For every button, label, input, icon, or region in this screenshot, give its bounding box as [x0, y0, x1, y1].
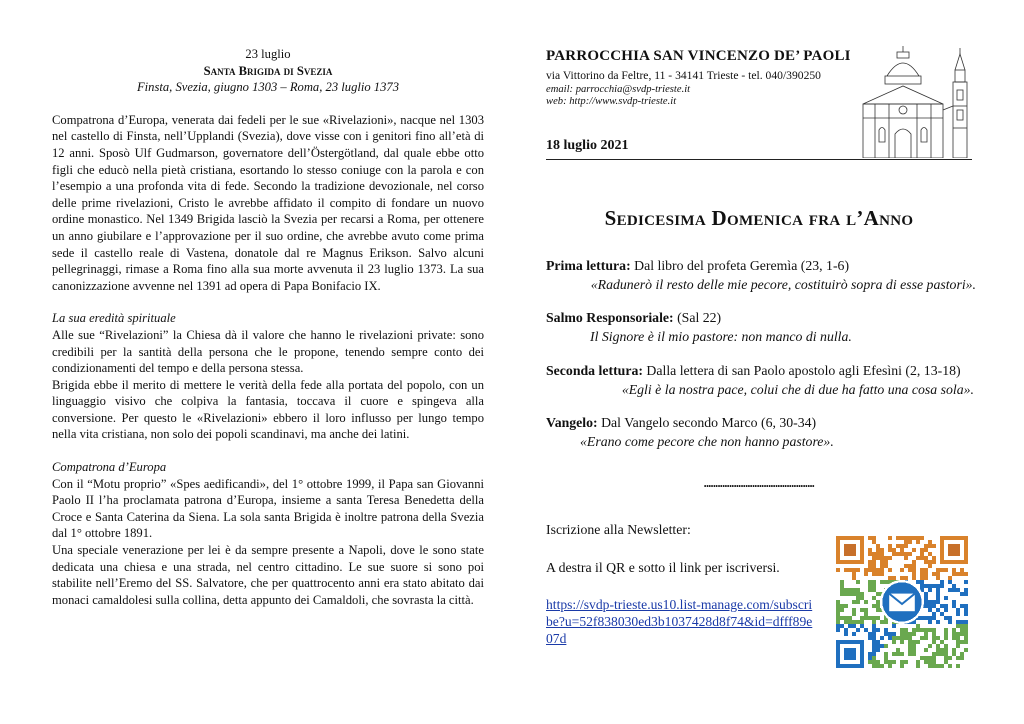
reading-quote: «Egli è la nostra pace, colui che di due ha fatto una cosa sola».: [621, 382, 974, 397]
reading-quote: «Radunerò il resto delle mie pecore, costituirò sopra di esse pastori».: [590, 277, 976, 292]
reading-second: [546, 361, 976, 399]
legacy-heading: La sua eredità spirituale: [52, 311, 176, 326]
feast-date: 23 luglio: [245, 47, 291, 61]
qr-code-icon[interactable]: [836, 536, 968, 668]
reading-quote: Il Signore è il mio pastore: non manco di nulla.: [590, 329, 852, 344]
reading-first: [546, 256, 976, 294]
legacy-paragraph-1: Alle sue “Rivelazioni” la Chiesa dà il valore che hanno le rivelazioni private: sono credibili per la santità della persona che le propone, tenendo sempre conto dei condizionamenti del tempo e della persona stessa.: [52, 327, 484, 376]
church-illustration-icon: [857, 46, 975, 158]
patron-paragraph-2: Una speciale venerazione per lei è da sempre presente a Napoli, dove le sono state dedicata una chiesa e una strada, nel centro cittadino. Le sue suore si sono poi stabilite nell’Eremo del SS. Salvatore, che per quattrocento anni era stato abitato dai monaci camaldolesi sulla collina, detta appunto dei Camaldoli, che sovrasta la città.: [52, 543, 484, 607]
patron-paragraph-1: Con il “Motu proprio” «Spes aedificandi», del 1° ottobre 1999, il Papa san Giovanni Paolo II l’ha proclamata patrona d’Europa, insieme a santa Teresa Benedetta della Croce e Santa Caterina da Siena. La sola santa Brigida è inoltre patrona della Svezia dal 1° ottobre 1891.: [52, 476, 484, 541]
newsletter-instruction: A destra il QR e sotto il link per iscriversi.: [546, 560, 780, 575]
reading-psalm: [546, 308, 976, 346]
reading-source: (Sal 22): [673, 310, 722, 325]
bio-paragraph: Compatrona d’Europa, venerata dai fedeli per le sue «Rivelazioni», nacque nel 1303 nel castello di Finsta, nell’Upplandi (Svezia), dove visse con i genitori fino all’età di 12 anni. Sposò Ulf Gudmarson, governatore dell’Östergötland, dal quale ebbe otto figli che educò nella pietà cristiana, esortando lo stesso coniuge con la parola e con l’esempio a una profonda vita di fede. Secondo la tradizione devozionale, nel corso delle prime rivelazioni, Cristo le avrebbe affidato il compito di fondare un nuovo ordine monastico. Nel 1349 Brigida lasciò la Svezia per recarsi a Roma, per ottenere un anno giubilare e l’approvazione per il suo ordine, che avrebbe avuto come prima sede il castello reale di Vastena, donatole dal re Magnus Erikson. Salvo alcuni pellegrinaggi, rimase a Roma fino alla sua morte avvenuta il 23 luglio 1373. La sua canonizzazione avvenne nel 1391 ad opera di Papa Bonifacio IX.: [52, 112, 484, 293]
saint-subtitle: Finsta, Svezia, giugno 1303 – Roma, 23 luglio 1373: [136, 80, 399, 95]
envelope-icon: [881, 581, 923, 623]
parish-address: via Vittorino da Feltre, 11 - 34141 Trieste - tel. 040/390250: [546, 69, 821, 82]
parish-name: PARROCCHIA SAN VINCENZO DE’ PAOLI: [546, 48, 851, 64]
reading-quote: «Erano come pecore che non hanno pastore».: [580, 434, 834, 449]
ornament-divider: ••••••••••••••••••••••••••••••••••••••••••••••••: [703, 482, 815, 491]
liturgy-title: Sedicesima Domenica fra l’Anno: [604, 206, 914, 230]
saint-name: Santa Brigida di Svezia: [203, 63, 333, 78]
reading-label: Seconda lettura:: [546, 363, 643, 378]
newsletter-heading: Iscrizione alla Newsletter:: [546, 522, 691, 537]
saint-article: [52, 46, 484, 608]
parish-web: web: http://www.svdp-trieste.it: [546, 96, 677, 107]
reading-source: Dal libro del profeta Geremìa (23, 1-6): [630, 258, 850, 273]
patron-heading: Compatrona d’Europa: [52, 460, 167, 475]
newsletter-link[interactable]: https://svdp-trieste.us10.list-manage.com/subscribe?u=52f838030ed3b1037428d8f74&id=dfff89e07d: [546, 597, 813, 646]
reading-label: Prima lettura:: [546, 258, 631, 273]
reading-source: Dalla lettera di san Paolo apostolo agli Efesìni (2, 13-18): [642, 363, 961, 378]
header-divider: [546, 159, 972, 160]
reading-label: Salmo Responsoriale:: [546, 310, 674, 325]
parish-email: email: parrocchia@svdp-trieste.it: [546, 84, 691, 95]
reading-gospel: [546, 413, 976, 451]
reading-label: Vangelo:: [546, 415, 598, 430]
bulletin-date: 18 luglio 2021: [546, 138, 629, 153]
reading-source: Dal Vangelo secondo Marco (6, 30-34): [597, 415, 817, 430]
legacy-paragraph-2: Brigida ebbe il merito di mettere le verità della fede alla portata del popolo, con un linguaggio visivo che colpiva la fantasia, toccava il cuore e spingeva alla conversione. Per questo le «Rivelazioni» ebbero il loro influsso per lungo tempo nella vita cristiana, non solo dei popoli scandinavi, ma anche dei latini.: [52, 377, 484, 442]
